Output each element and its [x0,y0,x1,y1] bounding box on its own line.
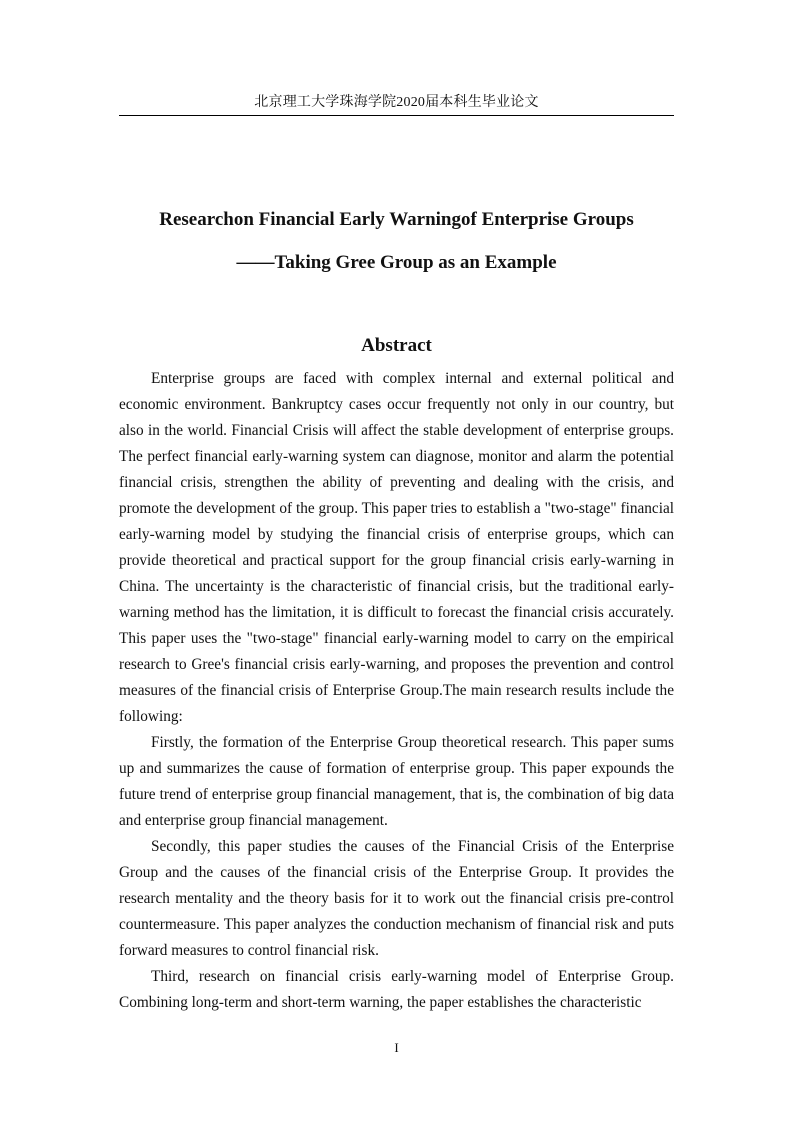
thesis-title: Researchon Financial Early Warningof Enterprise Groups [159,209,634,230]
page-number: I [394,1040,399,1055]
abstract-paragraph-1: Enterprise groups are faced with complex internal and external political and economic environment. Bankruptcy cases occur frequently not only in our country, but also in the world. Financial Crisis will affect the stable development of enterprise groups. The perfect financial early-warning system can diagnose, monitor and alarm the potential financial crisis, strengthen the ability of preventing and dealing with the crisis, and promote the development of the group. This paper tries to establish a "two-stage" financial early-warning model by studying the financial crisis of enterprise groups, which can provide theoretical and practical support for the group financial crisis early-warning in China. The uncertainty is the characteristic of financial crisis, but the traditional early-warning method has the limitation, it is difficult to forecast the financial crisis accurately. This paper uses the "two-stage" financial early-warning model to carry on the empirical research to Gree's financial crisis early-warning, and proposes the prevention and control measures of the financial crisis of Enterprise Group.The main research results include the following: [119,370,674,725]
abstract-paragraph-2: Firstly, the formation of the Enterprise Group theoretical research. This paper sums up and summarizes the cause of formation of enterprise group. This paper expounds the future trend of enterprise group financial management, that is, the combination of big data and enterprise group financial management. [119,734,674,829]
running-header: 北京理工大学珠海学院2020届本科生毕业论文 [254,95,539,110]
abstract-paragraph-3: Secondly, this paper studies the causes of the Financial Crisis of the Enterprise Group and the causes of the financial crisis of the Enterprise Group. It provides the research mentality and the theory basis for it to work out the financial crisis pre-control countermeasure. This paper analyzes the conduction mechanism of financial risk and puts forward measures to control financial risk. [119,838,674,959]
abstract-paragraph-4: Third, research on financial crisis early-warning model of Enterprise Group. Combining long-term and short-term warning, the paper establishes the characteristic [119,968,674,1011]
header-rule [119,115,674,116]
thesis-subtitle: ——Taking Gree Group as an Example [236,252,557,273]
abstract-heading: Abstract [361,335,432,356]
abstract-body [119,366,674,1016]
